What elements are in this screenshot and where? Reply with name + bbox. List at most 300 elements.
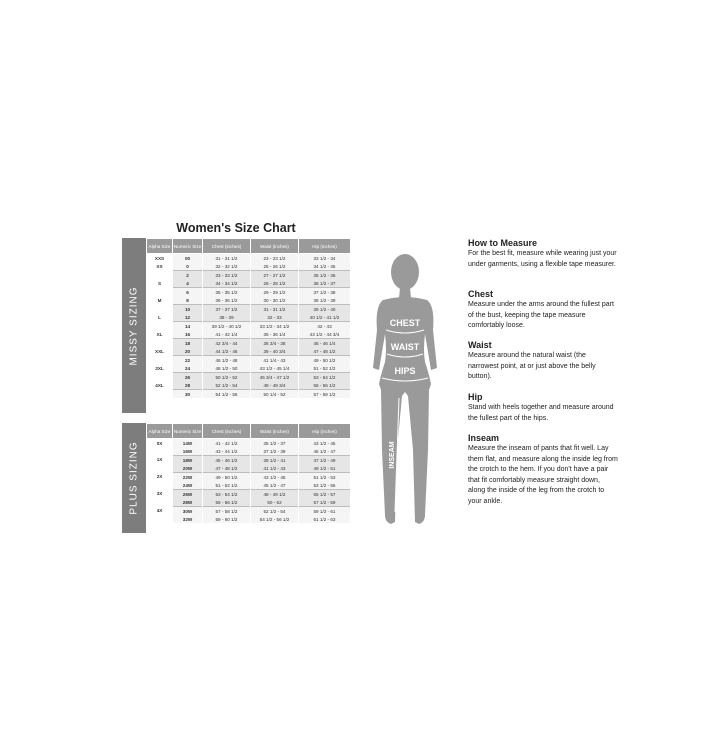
waist-range-cell xyxy=(251,271,299,280)
alpha-size-cell xyxy=(147,498,173,507)
waist-range-cell xyxy=(251,279,299,288)
hip-min: 36 1/2 xyxy=(313,280,327,286)
alpha-size-cell: L xyxy=(147,313,173,322)
range-separator: - xyxy=(318,348,323,354)
range-separator: - xyxy=(326,272,331,278)
chest-min: 52 1/2 xyxy=(215,382,229,388)
range-separator: - xyxy=(220,306,225,312)
range-separator: - xyxy=(268,255,273,261)
range-separator: - xyxy=(318,357,323,363)
hip-max: 52 1/2 xyxy=(322,365,336,371)
numeric-size-cell: 22 xyxy=(173,356,203,365)
inseam-instructions: Measure the inseam of pants that fit well. Lay them flat, and measure along the inside leg from the crotch to the hem. If you don't have a pair that fit comfortably measure straight down, along the inside of the leg from the crotch to your ankle. xyxy=(468,445,618,505)
range-separator: - xyxy=(326,289,331,295)
alpha-size-cell: XXL xyxy=(147,347,173,356)
alpha-size-cell xyxy=(147,288,173,297)
how-to-measure-text: For the best fit, measure while wearing just your under garments, using a flexible tape measurer. xyxy=(468,250,617,268)
range-separator: - xyxy=(276,465,281,471)
hip-range-cell xyxy=(299,390,351,399)
alpha-size-cell xyxy=(147,339,173,348)
numeric-size-cell: 16 xyxy=(173,330,203,339)
waist-min: 37 1/2 xyxy=(263,448,277,454)
waist-min: 43 1/2 xyxy=(259,365,273,371)
table-row xyxy=(147,296,351,305)
header-numeric-size: Numeric Size xyxy=(173,424,203,439)
waist-max: 31 1/2 xyxy=(272,306,286,312)
numeric-size-cell: 4 xyxy=(173,279,203,288)
hip-max: 57 xyxy=(330,491,336,497)
range-separator: - xyxy=(326,448,331,454)
hip-max: 43 xyxy=(326,323,332,329)
hip-min: 43 1/2 xyxy=(309,331,323,337)
table-row xyxy=(147,339,351,348)
hip-range-cell xyxy=(299,262,351,271)
waist-min: 52 1/2 xyxy=(263,508,277,514)
hip-range-cell xyxy=(299,473,351,482)
waist-max: 45 xyxy=(280,474,286,480)
hip-max: 38 xyxy=(330,289,336,295)
chest-min: 44 1/2 xyxy=(215,348,229,354)
waist-min: 35 1/2 xyxy=(263,440,277,446)
numeric-size-cell: 26W xyxy=(173,490,203,499)
waist-range-cell xyxy=(251,490,299,499)
chart-title: Women's Size Chart xyxy=(176,221,296,235)
chest-range-cell xyxy=(203,490,251,499)
waist-range-cell xyxy=(251,288,299,297)
range-separator: - xyxy=(268,331,273,337)
hip-max: 54 1/2 xyxy=(322,374,336,380)
hip-min: 33 1/2 xyxy=(313,255,327,261)
alpha-size-cell xyxy=(147,515,173,523)
chest-range-cell xyxy=(203,262,251,271)
chest-range-cell xyxy=(203,322,251,331)
waist-range-cell xyxy=(251,390,299,399)
chest-instructions: Measure under the arms around the fullest part of the bust, keeping the tape measure comfortably loose. xyxy=(468,301,614,329)
chest-max: 32 1/2 xyxy=(224,263,238,269)
hip-min: 47 1/2 xyxy=(313,457,327,463)
header-waist: Waist (inches) xyxy=(251,239,299,254)
alpha-size-cell: 4XL xyxy=(147,381,173,390)
range-separator: - xyxy=(268,289,273,295)
numeric-size-cell: 30W xyxy=(173,507,203,516)
hip-max: 63 xyxy=(330,516,336,522)
range-separator: - xyxy=(220,491,225,497)
hip-max: 51 xyxy=(330,465,336,471)
table-row xyxy=(147,498,351,507)
chest-range-cell xyxy=(203,507,251,516)
hip-range-cell xyxy=(299,498,351,507)
range-separator: - xyxy=(220,331,225,337)
waist-range-cell xyxy=(251,481,299,490)
waist-max: 23 1/2 xyxy=(272,255,286,261)
hip-max: 40 xyxy=(330,306,336,312)
chest-max: 46 1/2 xyxy=(224,457,238,463)
hip-min: 57 1/2 xyxy=(313,499,327,505)
numeric-size-cell: 12 xyxy=(173,313,203,322)
chest-range-cell xyxy=(203,313,251,322)
chest-min: 50 1/2 xyxy=(215,374,229,380)
hip-min: 47 xyxy=(313,348,319,354)
range-separator: - xyxy=(224,314,229,320)
table-header-row xyxy=(147,424,351,439)
table-row xyxy=(147,330,351,339)
chest-min: 55 xyxy=(215,499,221,505)
range-separator: - xyxy=(228,348,233,354)
hip-range-cell xyxy=(299,507,351,516)
chest-max: 39 xyxy=(228,314,234,320)
range-separator: - xyxy=(318,382,323,388)
range-separator: - xyxy=(322,323,327,329)
waist-range-cell xyxy=(251,347,299,356)
alpha-size-cell: 3XL xyxy=(147,364,173,373)
range-separator: - xyxy=(276,391,281,397)
chest-min: 36 xyxy=(215,297,221,303)
hip-range-cell xyxy=(299,490,351,499)
table-row xyxy=(147,313,351,322)
table-row xyxy=(147,262,351,271)
plus-sizing-label xyxy=(122,423,146,533)
chest-range-cell xyxy=(203,356,251,365)
range-separator: - xyxy=(220,448,225,454)
hip-min: 59 1/2 xyxy=(313,508,327,514)
table-row xyxy=(147,439,351,448)
numeric-size-cell: 8 xyxy=(173,296,203,305)
numeric-size-cell: 0 xyxy=(173,262,203,271)
range-separator: - xyxy=(326,516,331,522)
range-separator: - xyxy=(228,391,233,397)
waist-min: 48 xyxy=(263,491,269,497)
hip-range-cell xyxy=(299,364,351,373)
waist-min: 50 xyxy=(267,499,273,505)
range-separator: - xyxy=(276,474,281,480)
numeric-size-cell: 18 xyxy=(173,339,203,348)
waist-min: 26 xyxy=(263,263,269,269)
range-separator: - xyxy=(220,482,225,488)
numeric-size-cell: 14 xyxy=(173,322,203,331)
range-separator: - xyxy=(326,280,331,286)
range-separator: - xyxy=(220,508,225,514)
range-separator: - xyxy=(276,508,281,514)
hip-min: 55 1/2 xyxy=(313,491,327,497)
alpha-size-cell: XS xyxy=(147,262,173,271)
waist-max: 52 xyxy=(280,391,286,397)
waist-instructions: Measure around the natural waist (the narrowest point, at or just above the belly button). xyxy=(468,352,596,380)
waist-range-cell xyxy=(251,356,299,365)
alpha-size-cell xyxy=(147,373,173,382)
chest-min: 48 1/2 xyxy=(215,365,229,371)
waist-range-cell xyxy=(251,447,299,456)
waist-min: 29 xyxy=(263,289,269,295)
table-row xyxy=(147,279,351,288)
waist-min: 39 xyxy=(263,348,269,354)
table-row xyxy=(147,473,351,482)
numeric-size-cell: 32W xyxy=(173,515,203,523)
waist-max: 33 xyxy=(276,314,282,320)
range-separator: - xyxy=(220,272,225,278)
range-separator: - xyxy=(268,306,273,312)
numeric-size-cell: 24 xyxy=(173,364,203,373)
chest-min: 47 xyxy=(215,465,221,471)
chest-min: 37 xyxy=(215,306,221,312)
hip-range-cell xyxy=(299,254,351,263)
chest-max: 50 xyxy=(232,365,238,371)
chest-range-cell xyxy=(203,481,251,490)
waist-min: 33 1/2 xyxy=(259,323,273,329)
waist-range-cell xyxy=(251,464,299,473)
hip-min: 57 xyxy=(313,391,319,397)
range-separator: - xyxy=(268,297,273,303)
chest-max: 58 1/2 xyxy=(224,508,238,514)
hip-min: 45 1/2 xyxy=(313,448,327,454)
waist-range-cell xyxy=(251,456,299,465)
table-row xyxy=(147,447,351,456)
waist-max: 41 xyxy=(280,457,286,463)
waist-max: 30 1/2 xyxy=(272,297,286,303)
range-separator: - xyxy=(326,474,331,480)
chest-max: 44 xyxy=(232,340,238,346)
chest-range-cell xyxy=(203,473,251,482)
waist-max: 34 1/2 xyxy=(276,323,290,329)
chest-range-cell xyxy=(203,464,251,473)
waist-min: 23 xyxy=(263,255,269,261)
chest-range-cell xyxy=(203,498,251,507)
chest-max: 44 1/2 xyxy=(224,448,238,454)
waist-max: 26 1/2 xyxy=(272,263,286,269)
chest-range-cell xyxy=(203,288,251,297)
waist-range-cell xyxy=(251,373,299,382)
table-row xyxy=(147,381,351,390)
range-separator: - xyxy=(326,508,331,514)
range-separator: - xyxy=(322,314,327,320)
range-separator: - xyxy=(272,516,277,522)
header-hip: Hip (inches) xyxy=(299,424,351,439)
chest-max: 56 1/2 xyxy=(224,499,238,505)
waist-min: 50 1/4 xyxy=(263,391,277,397)
hip-range-cell xyxy=(299,296,351,305)
hip-max: 50 1/2 xyxy=(322,357,336,363)
hip-max: 56 1/2 xyxy=(322,382,336,388)
waist-range-cell xyxy=(251,305,299,314)
chest-max: 42 1/4 xyxy=(224,331,238,337)
chest-min: 46 1/2 xyxy=(215,357,229,363)
waist-max: 56 1/2 xyxy=(276,516,290,522)
numeric-size-cell: 20W xyxy=(173,464,203,473)
numeric-size-cell: 18W xyxy=(173,456,203,465)
chest-range-cell xyxy=(203,254,251,263)
hip-range-cell xyxy=(299,305,351,314)
alpha-size-cell xyxy=(147,447,173,456)
waist-range-cell xyxy=(251,507,299,516)
hip-min: 49 xyxy=(313,357,319,363)
waist-range-cell xyxy=(251,313,299,322)
chest-max: 50 1/2 xyxy=(224,474,238,480)
hip-range-cell xyxy=(299,313,351,322)
alpha-size-cell xyxy=(147,356,173,365)
alpha-size-cell: XXS xyxy=(147,254,173,263)
range-separator: - xyxy=(272,314,277,320)
chest-heading: Chest xyxy=(468,289,494,299)
chest-max: 60 1/2 xyxy=(224,516,238,522)
hip-max: 58 1/2 xyxy=(322,391,336,397)
table-row xyxy=(147,305,351,314)
numeric-size-cell: 28 xyxy=(173,381,203,390)
header-waist: Waist (inches) xyxy=(251,424,299,439)
range-separator: - xyxy=(228,382,233,388)
chest-max: 35 1/2 xyxy=(224,289,238,295)
hip-min: 49 1/2 xyxy=(313,465,327,471)
alpha-size-cell: M xyxy=(147,296,173,305)
plus-size-table xyxy=(146,423,351,523)
hip-range-cell xyxy=(299,464,351,473)
range-separator: - xyxy=(276,457,281,463)
chest-range-cell xyxy=(203,390,251,399)
range-separator: - xyxy=(322,331,327,337)
waist-min: 32 xyxy=(267,314,273,320)
waist-max: 39 xyxy=(280,448,286,454)
range-separator: - xyxy=(268,263,273,269)
numeric-size-cell: 22W xyxy=(173,473,203,482)
hip-range-cell xyxy=(299,279,351,288)
chest-max: 54 1/2 xyxy=(224,491,238,497)
chest-range-cell xyxy=(203,439,251,448)
waist-range-cell xyxy=(251,381,299,390)
header-chest: Chest (inches) xyxy=(203,424,251,439)
waist-max: 52 xyxy=(276,499,282,505)
waist-max: 49 1/2 xyxy=(272,491,286,497)
chest-min: 45 xyxy=(215,457,221,463)
alpha-size-cell: S xyxy=(147,279,173,288)
table-row xyxy=(147,507,351,516)
alpha-size-cell: 3X xyxy=(147,490,173,499)
range-separator: - xyxy=(224,323,229,329)
table-row xyxy=(147,288,351,297)
range-separator: - xyxy=(326,482,331,488)
header-numeric-size: Numeric Size xyxy=(173,239,203,254)
range-separator: - xyxy=(326,457,331,463)
numeric-size-cell: 14W xyxy=(173,439,203,448)
range-separator: - xyxy=(220,255,225,261)
waist-min: 41 1/2 xyxy=(263,465,277,471)
chest-label: CHEST xyxy=(389,318,421,328)
hip-max: 55 xyxy=(330,482,336,488)
range-separator: - xyxy=(326,491,331,497)
hip-min: 40 1/2 xyxy=(309,314,323,320)
waist-max: 36 1/4 xyxy=(272,331,286,337)
range-separator: - xyxy=(220,297,225,303)
alpha-size-cell xyxy=(147,464,173,473)
hip-max: 39 xyxy=(330,297,336,303)
numeric-size-cell: 20 xyxy=(173,347,203,356)
waist-range-cell xyxy=(251,296,299,305)
waist-max: 45 1/4 xyxy=(276,365,290,371)
chest-min: 34 xyxy=(215,280,221,286)
body-silhouette-figure xyxy=(355,250,465,530)
header-hip: Hip (inches) xyxy=(299,239,351,254)
hip-range-cell xyxy=(299,347,351,356)
chest-min: 41 xyxy=(215,331,221,337)
alpha-size-cell: XL xyxy=(147,330,173,339)
hip-range-cell xyxy=(299,339,351,348)
waist-min: 41 1/4 xyxy=(263,357,277,363)
waist-max: 54 xyxy=(280,508,286,514)
range-separator: - xyxy=(228,357,233,363)
hip-min: 51 1/2 xyxy=(313,474,327,480)
alpha-size-cell: 0X xyxy=(147,439,173,448)
hip-range-cell xyxy=(299,456,351,465)
numeric-size-cell: 00 xyxy=(173,254,203,263)
hips-label: HIPS xyxy=(394,366,416,376)
range-separator: - xyxy=(326,499,331,505)
numeric-size-cell: 10 xyxy=(173,305,203,314)
chest-min: 53 xyxy=(215,491,221,497)
header-alpha-size: Alpha Size xyxy=(147,239,173,254)
waist-max: 38 xyxy=(280,340,286,346)
table-row xyxy=(147,390,351,399)
chest-max: 48 1/2 xyxy=(224,465,238,471)
hip-max: 37 xyxy=(330,280,336,286)
range-separator: - xyxy=(220,474,225,480)
hip-max: 47 xyxy=(330,448,336,454)
range-separator: - xyxy=(220,465,225,471)
range-separator: - xyxy=(272,365,277,371)
hip-range-cell xyxy=(299,447,351,456)
range-separator: - xyxy=(220,457,225,463)
waist-label: WAIST xyxy=(390,342,420,352)
chest-range-cell xyxy=(203,305,251,314)
hip-max: 41 1/2 xyxy=(326,314,340,320)
numeric-size-cell: 24W xyxy=(173,481,203,490)
hip-max: 36 xyxy=(330,272,336,278)
waist-max: 43 xyxy=(280,465,286,471)
table-header-row xyxy=(147,239,351,254)
waist-range-cell xyxy=(251,498,299,507)
range-separator: - xyxy=(326,440,331,446)
inseam-heading: Inseam xyxy=(468,433,500,443)
inseam-label: INSEAM xyxy=(389,441,396,469)
waist-min: 43 1/2 xyxy=(263,474,277,480)
hip-max: 45 xyxy=(330,440,336,446)
alpha-size-cell: 2X xyxy=(147,473,173,482)
chest-max: 33 1/2 xyxy=(224,272,238,278)
hip-min: 34 1/2 xyxy=(313,263,327,269)
waist-range-cell xyxy=(251,262,299,271)
table-row xyxy=(147,515,351,523)
chest-min: 54 1/2 xyxy=(215,391,229,397)
table-row xyxy=(147,490,351,499)
hip-range-cell xyxy=(299,439,351,448)
table-row xyxy=(147,373,351,382)
chest-max: 40 1/2 xyxy=(228,323,242,329)
numeric-size-cell: 30 xyxy=(173,390,203,399)
range-separator: - xyxy=(326,255,331,261)
range-separator: - xyxy=(228,340,233,346)
chest-range-cell xyxy=(203,447,251,456)
table-row xyxy=(147,481,351,490)
hip-range-cell xyxy=(299,322,351,331)
range-separator: - xyxy=(272,374,277,380)
waist-min: 54 1/2 xyxy=(259,516,273,522)
hip-max: 53 xyxy=(330,474,336,480)
range-separator: - xyxy=(220,263,225,269)
chest-max: 36 1/2 xyxy=(224,297,238,303)
hip-range-cell xyxy=(299,330,351,339)
range-separator: - xyxy=(318,374,323,380)
chest-min: 35 xyxy=(215,289,221,295)
chest-range-cell xyxy=(203,381,251,390)
hip-min: 38 1/2 xyxy=(313,297,327,303)
chest-max: 52 xyxy=(232,374,238,380)
range-separator: - xyxy=(272,499,277,505)
